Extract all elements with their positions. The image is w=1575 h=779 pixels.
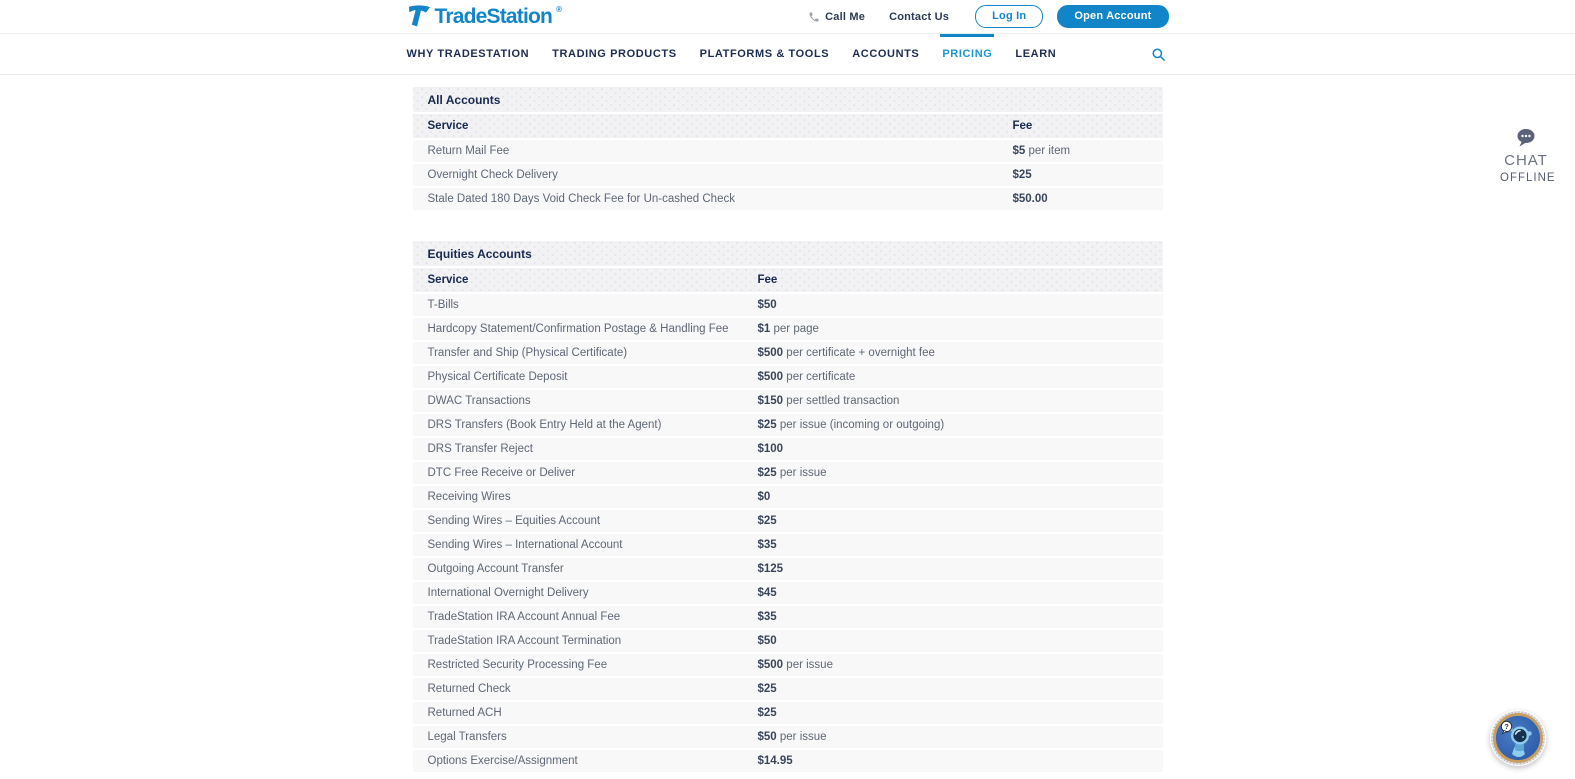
- table-row: [413, 140, 1163, 162]
- fee-amount: $50: [757, 299, 777, 311]
- service-name: Hardcopy Statement/Confirmation Postage & Handling Fee: [427, 323, 729, 335]
- service-name: Returned ACH: [427, 707, 502, 719]
- service-name: Sending Wires – International Account: [427, 539, 623, 551]
- nav-item-accounts[interactable]: ACCOUNTS: [852, 48, 920, 60]
- service-name: Legal Transfers: [427, 731, 507, 743]
- fee-amount: $25: [757, 683, 777, 695]
- fee-value: [758, 323, 1163, 335]
- service-name: Returned Check: [427, 683, 511, 695]
- table-row: [413, 726, 1163, 748]
- fee-amount: $100: [757, 443, 784, 455]
- chatbot-button[interactable]: [1490, 710, 1546, 766]
- fee-value: [758, 563, 1163, 575]
- column-header-service: Service: [427, 274, 469, 286]
- service-name: Sending Wires – Equities Account: [427, 515, 601, 527]
- column-header-fee: Fee: [1012, 120, 1033, 132]
- table-row: [413, 678, 1163, 700]
- service-name: DTC Free Receive or Deliver: [427, 467, 576, 479]
- fee-amount: $35: [757, 539, 777, 551]
- fee-note: per issue: [786, 659, 833, 671]
- column-header-service: Service: [427, 120, 469, 132]
- service-name: T-Bills: [427, 299, 459, 311]
- service-name: Stale Dated 180 Days Void Check Fee for Un-cashed Check: [427, 193, 735, 205]
- fee-value: [758, 587, 1163, 599]
- service-name: DRS Transfers (Book Entry Held at the Agent): [427, 419, 662, 431]
- table-column-headers: [413, 268, 1163, 292]
- fee-amount: $500: [757, 347, 784, 359]
- fee-note: per settled transaction: [786, 395, 900, 407]
- fee-amount: $5: [1012, 145, 1026, 157]
- fee-note: per issue: [779, 467, 827, 479]
- service-name: DWAC Transactions: [427, 395, 531, 407]
- registered-mark: ®: [556, 5, 562, 14]
- table-row: [413, 750, 1163, 772]
- table-row: [413, 318, 1163, 340]
- service-name: Overnight Check Delivery: [427, 169, 558, 181]
- nav-item-platforms-tools[interactable]: PLATFORMS & TOOLS: [699, 48, 830, 60]
- table-row: [413, 366, 1163, 388]
- fee-amount: $1: [757, 323, 771, 335]
- search-button[interactable]: [1149, 44, 1169, 64]
- fee-amount: $50.00: [1012, 193, 1048, 205]
- chat-widget[interactable]: [1500, 128, 1556, 184]
- fee-amount: $25: [1012, 169, 1032, 181]
- fee-value: [758, 611, 1163, 623]
- table-column-headers: [413, 114, 1163, 138]
- fee-amount: $45: [757, 587, 777, 599]
- fee-note: per item: [1028, 145, 1071, 157]
- fee-amount: $0: [757, 491, 771, 503]
- fee-value: [758, 635, 1163, 647]
- chatbot-robot-icon: [1490, 710, 1546, 766]
- service-name: DRS Transfer Reject: [427, 443, 533, 455]
- nav-items: [407, 34, 1057, 74]
- log-in-button[interactable]: Log In: [975, 5, 1043, 28]
- fee-tables: [413, 87, 1163, 772]
- service-name: Options Exercise/Assignment: [427, 755, 578, 767]
- table-row: [413, 510, 1163, 532]
- fee-value: [758, 491, 1163, 503]
- service-name: Outgoing Account Transfer: [427, 563, 564, 575]
- table-row: [413, 188, 1163, 210]
- service-name: TradeStation IRA Account Annual Fee: [427, 611, 621, 623]
- nav-item-pricing[interactable]: PRICING: [942, 34, 992, 74]
- svg-text:?: ?: [1504, 722, 1509, 731]
- fee-note: per certificate + overnight fee: [786, 347, 935, 359]
- chat-bubble-icon: [1515, 128, 1537, 148]
- nav-item-trading-products[interactable]: TRADING PRODUCTS: [552, 48, 677, 60]
- chat-label: CHAT: [1504, 152, 1548, 169]
- service-name: Restricted Security Processing Fee: [427, 659, 608, 671]
- fee-value: [758, 683, 1163, 695]
- fee-amount: $25: [757, 419, 777, 431]
- table-row: [413, 164, 1163, 186]
- fee-amount: $35: [757, 611, 777, 623]
- service-name: Receiving Wires: [427, 491, 511, 503]
- fee-value: [1013, 193, 1163, 205]
- table-row: [413, 390, 1163, 412]
- logo-wordmark: TradeStation: [434, 5, 553, 28]
- table-row: [413, 342, 1163, 364]
- call-me-label: Call Me: [825, 10, 866, 23]
- table-row: [413, 414, 1163, 436]
- fee-value: [758, 539, 1163, 551]
- fee-amount: $14.95: [757, 755, 793, 767]
- fee-value: [758, 659, 1163, 671]
- fee-value: [758, 347, 1163, 359]
- table-title: All Accounts: [413, 87, 1163, 112]
- top-header: [0, 0, 1575, 34]
- header-actions: [808, 5, 1168, 28]
- fee-amount: $50: [757, 731, 777, 743]
- fee-note: per issue: [779, 731, 827, 743]
- fee-note: per page: [773, 323, 819, 335]
- fee-value: [758, 467, 1163, 479]
- fee-amount: $500: [757, 659, 784, 671]
- fee-amount: $125: [757, 563, 784, 575]
- table-row: [413, 582, 1163, 604]
- fee-note: per issue (incoming or outgoing): [779, 419, 945, 431]
- table-row: [413, 438, 1163, 460]
- table-row: [413, 534, 1163, 556]
- fee-value: [758, 371, 1163, 383]
- fee-amount: $50: [757, 635, 777, 647]
- fee-value: [758, 299, 1163, 311]
- fee-value: [1013, 169, 1163, 181]
- fee-value: [758, 443, 1163, 455]
- table-row: [413, 702, 1163, 724]
- service-name: International Overnight Delivery: [427, 587, 589, 599]
- call-me-link[interactable]: [808, 11, 865, 23]
- fee-amount: $25: [757, 467, 777, 479]
- table-row: [413, 630, 1163, 652]
- fee-note: per certificate: [786, 371, 856, 383]
- fee-amount: $25: [757, 707, 777, 719]
- table-row: [413, 462, 1163, 484]
- service-name: Transfer and Ship (Physical Certificate): [427, 347, 628, 359]
- nav-item-why-tradestation[interactable]: WHY TRADESTATION: [406, 48, 530, 60]
- fee-table: [413, 241, 1163, 772]
- table-title: Equities Accounts: [413, 241, 1163, 266]
- fee-value: [758, 707, 1163, 719]
- table-row: [413, 294, 1163, 316]
- fee-amount: $25: [757, 515, 777, 527]
- fee-value: [758, 395, 1163, 407]
- fee-amount: $150: [757, 395, 784, 407]
- pricing-content: [413, 87, 1163, 772]
- search-icon: [1151, 47, 1166, 62]
- fee-value: [758, 419, 1163, 431]
- phone-icon: [808, 11, 820, 23]
- table-row: [413, 654, 1163, 676]
- contact-us-link[interactable]: Contact Us: [889, 10, 950, 23]
- tradestation-logo[interactable]: [407, 4, 563, 29]
- open-account-button[interactable]: Open Account: [1057, 5, 1168, 28]
- table-row: [413, 558, 1163, 580]
- service-name: Physical Certificate Deposit: [427, 371, 568, 383]
- fee-table: [413, 87, 1163, 210]
- fee-value: [758, 515, 1163, 527]
- table-row: [413, 606, 1163, 628]
- tradestation-logo-icon: [407, 4, 431, 28]
- table-row: [413, 486, 1163, 508]
- fee-value: [758, 731, 1163, 743]
- main-nav: [0, 34, 1575, 75]
- column-header-fee: Fee: [757, 274, 778, 286]
- fee-value: [1013, 145, 1163, 157]
- fee-value: [758, 755, 1163, 767]
- chat-status: OFFLINE: [1500, 172, 1556, 184]
- nav-item-learn[interactable]: LEARN: [1015, 48, 1057, 60]
- fee-amount: $500: [757, 371, 784, 383]
- service-name: TradeStation IRA Account Termination: [427, 635, 622, 647]
- service-name: Return Mail Fee: [427, 145, 510, 157]
